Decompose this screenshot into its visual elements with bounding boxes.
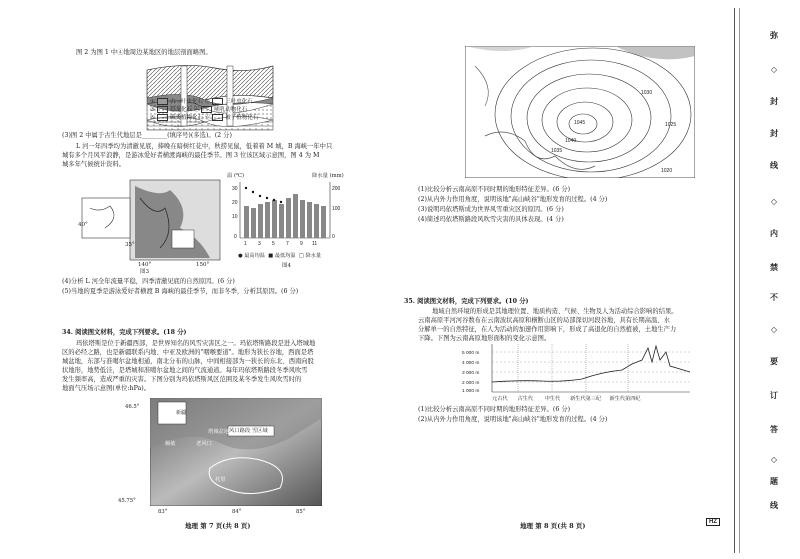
isobar-label-1030: 1030 (641, 90, 653, 96)
svg-text:200: 200 (332, 186, 340, 192)
sidebar-char: 封 (770, 128, 778, 138)
sidebar-char: 线 (770, 500, 778, 510)
q35-para-1: 地域自然环境的形成是其地理位置、地质构造、气候、生物及人为活动综合影响的结果。 (432, 308, 678, 315)
question-3: (3)图 2 中属于古生代地层是________(填序号)(多选)。(2 分) (62, 132, 232, 139)
profile-y-5000: 5 000 m (462, 351, 480, 356)
svg-text:10: 10 (232, 214, 238, 220)
svg-text:100: 100 (332, 206, 340, 212)
q34-sub-1: (1)比较分析云南高原不同时期的地形特征差异。(6 分) (418, 186, 571, 193)
q35-sub-2: (2)从内外力作用角度，说明该地"高山峡谷"地形发育的过程。(4 分) (418, 416, 608, 423)
map-label-laofengkou: 老风口 (196, 441, 212, 447)
map-lon-85: 85° (296, 509, 306, 515)
sidebar-char: 封 (770, 96, 778, 106)
fig2-legend: ① 古一叶虫化石 ② 三叶虫化石 (150, 99, 253, 105)
fig3-lon-140: 140° (138, 262, 152, 268)
sidebar-char: 订 (770, 390, 778, 400)
sidebar-char: 题 (770, 476, 778, 486)
fig2-legend-row2: ③ 恐龙化石 ④ 哺乳动物化石 (150, 107, 248, 113)
fig3-lat-35: 35° (125, 242, 135, 248)
q34-sub-4: (4)简述玛依塔斯路段风吹雪灾害的具体表现。(4 分) (418, 216, 564, 223)
q35-para-2: 云南高原平河河谷数布在云南波状高原和横断山区的局部深切河段谷地，具有长期高温、水 (418, 317, 670, 324)
binding-margin (728, 0, 800, 559)
profile-x-labels: 元古代 古生代 中生代 新生代第三纪 新生代第四纪 (492, 396, 641, 402)
q34-sub-3: (3)说明玛依塔斯成为世界风雪重灾区的原因。(6 分) (418, 206, 564, 213)
fig3-lat-40: 40° (78, 222, 88, 228)
pressure-field-map (465, 46, 695, 178)
map-lat-46-5: 46.5° (125, 404, 140, 410)
q35-para-4: 下降。下图为云南高原地形面积的变化示意图。 (418, 335, 551, 342)
sidebar-char: 禁 (770, 262, 778, 272)
sidebar-char: 要 (770, 356, 778, 366)
isobar-label-1045: 1045 (574, 120, 586, 126)
svg-text:20: 20 (232, 200, 238, 206)
map-lat-45-75: 45.75° (118, 498, 136, 504)
sidebar-char: 弥 (770, 30, 778, 40)
map-lon-84: 84° (232, 509, 242, 515)
elevation-profile-chart (462, 342, 692, 397)
sidebar-char: ◇ (770, 64, 778, 74)
q35-para-3: 分解单一的自然特征，在人为活动的加速作用影响下，形成了高退化的自然植被，土地生产力 (418, 326, 677, 333)
question-4: (4)分析 L 河全年流量平稳，四季清澈见底的自然原因。(6 分) (62, 278, 235, 285)
map-label-box: 风口路段 雪区域 (229, 428, 268, 434)
svg-text:0: 0 (234, 234, 237, 240)
fig2-legend-row3: ⑤ 蕨类植物化石 ⑥ 被子植物化石 (150, 115, 259, 121)
svg-text:0: 0 (332, 234, 335, 240)
profile-y-2000: 2 000 m (462, 381, 480, 386)
map-label-emin: 额敏 (165, 441, 176, 447)
q34-para-1: 玛依塔斯是位于新疆西部，是世界知名的风雪灾害区之一。玛依塔斯路段是进入塔城地 (76, 340, 316, 347)
sidebar-char: ◇ (770, 324, 778, 334)
profile-y-4000: 4 000 m (462, 361, 480, 366)
question-34-title: 34. 阅读图文材料，完成下列要求。(18 分) (62, 329, 187, 336)
right-footer: 地理 第 8 页(共 8 页) (520, 522, 586, 530)
q34-para-2: 区的必经之路，也是新疆联系内地、中亚及欧洲的"咽喉要道"。地形为狭长谷地，西面是塔 (62, 349, 314, 356)
map-label-tacheng: 塔城盆地 (208, 429, 230, 435)
figure-4-chart (230, 180, 340, 250)
svg-text:7: 7 (286, 241, 289, 247)
profile-y-1000: 1 000 m (462, 389, 480, 394)
sidebar-char: ◇ (770, 454, 778, 464)
q34-sub-2: (2)从内外力作用角度，说明该地"高山峡谷"地形发育的过程。(4 分) (418, 196, 608, 203)
question-35-title: 35. 阅读图文材料，完成下列要求。(10 分) (404, 298, 529, 305)
map-label-tuoli: 托里 (215, 477, 226, 483)
fig4-right-unit: 降水量 (mm) (312, 173, 344, 179)
q33-intro-line2: 城有多个月风平浪静，是游冰爱好者横渡海峡的最佳季节。图 3 位该区域示意图，图 4 为 M (62, 152, 320, 159)
fig2-caption: 图 2 为图 1 中④地周边某地区的地层剖面略图。 (76, 49, 212, 56)
svg-text:11: 11 (312, 241, 318, 247)
fig3-label: 图3 (140, 269, 149, 275)
question-5: (5)当地的夏季是游泳爱好者横渡 B 海峡的最佳季节，而非冬季，分析其原因。(6 分) (62, 288, 299, 295)
svg-text:9: 9 (300, 241, 303, 247)
isobar-label-1020: 1020 (661, 168, 673, 174)
sidebar-char: 不 (770, 292, 778, 302)
svg-text:3: 3 (258, 241, 261, 247)
q34-para-3: 城盆地，东部与准噶尔盆地相通，南北分布的山脉，中间相接部为一狭长的东北、西南向股 (62, 358, 314, 365)
isobar-label-1035: 1035 (551, 148, 563, 154)
figure-3-map (80, 178, 230, 268)
map-label-xinjiang: 新疆 (176, 410, 187, 416)
q34-para-6: 地面气压场示意图(单位:hPa)。 (62, 385, 151, 392)
q35-sub-1: (1)比较分析云南高原不同时期的地形特征差异。(6 分) (418, 406, 571, 413)
left-footer: 地理 第 7 页(共 8 页) (185, 522, 251, 530)
fig4-left-unit: 温 (℃) (227, 173, 245, 179)
profile-y-3000: 3 000 m (462, 371, 480, 376)
paper-code: HZ (706, 518, 720, 526)
q33-intro-line1: L 河一年四季均为清澈见底，捧晚在暗树红花中，秋捞见鼠，低着着 M 城，B 海峡一年中只 (76, 143, 333, 150)
isobar-label-1040: 1040 (565, 138, 577, 144)
sidebar-char: ◇ (770, 196, 778, 206)
map-lon-83: 83° (158, 509, 168, 515)
sidebar-char: 线 (770, 160, 778, 170)
svg-text:1: 1 (244, 241, 247, 247)
fig4-legend: ● 最高均温 ■ 最低均温 □ 降水量 (238, 253, 322, 259)
sidebar-char: 内 (770, 228, 778, 238)
fig3-lon-150: 150° (196, 262, 210, 268)
fig4-label: 图4 (282, 263, 291, 269)
sidebar-char: 答 (770, 424, 778, 434)
q34-para-4: 状地形，地势低洼，是塔城和准噶尔盆地之间的气流通道。每年玛依塔斯路段冬季风吹雪 (62, 367, 308, 374)
isobar-label-1025: 1025 (665, 122, 677, 128)
svg-text:30: 30 (232, 186, 238, 192)
svg-text:5: 5 (272, 241, 275, 247)
q34-para-5: 发生频率高，造成严重的灾害。下图分别为玛依塔斯风区范围及某冬季发生风吹雪时的 (62, 376, 302, 383)
q33-intro-line3: 城多年气候统计资料。 (62, 161, 125, 168)
